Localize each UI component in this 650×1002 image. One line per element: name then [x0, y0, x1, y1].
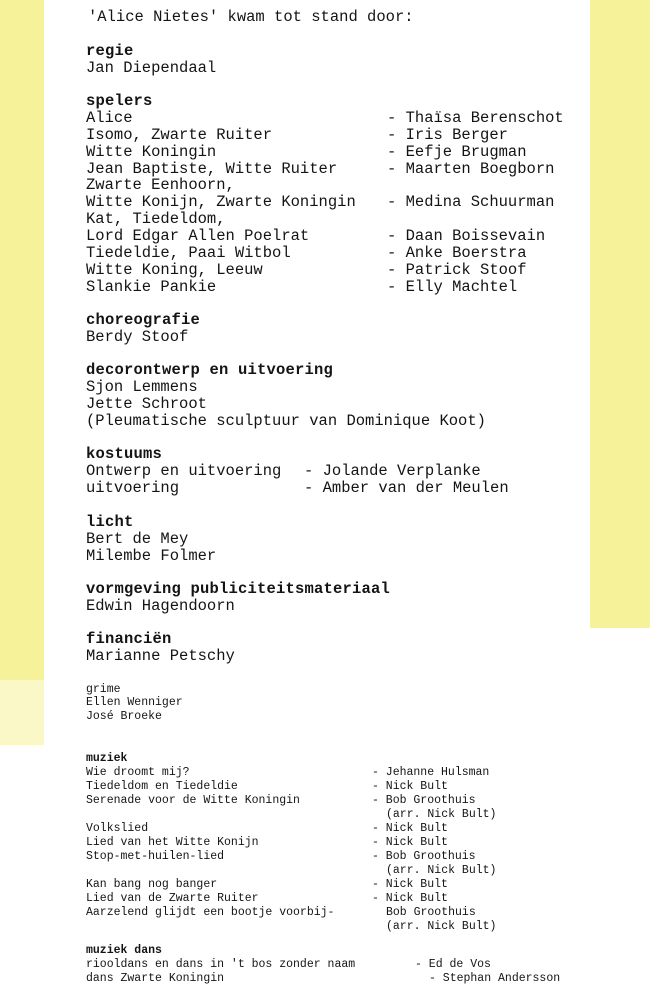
cast-role: Lord Edgar Allen Poelrat — [86, 227, 310, 245]
heading-spelers: spelers — [86, 92, 153, 110]
heading-kostuums: kostuums — [86, 445, 163, 463]
yellow-background-left — [0, 0, 44, 745]
name-line: Sjon Lemmens — [86, 378, 198, 396]
cast-actor: - Thaïsa Berenschot — [387, 109, 564, 127]
heading-choreografie: choreografie — [86, 311, 201, 329]
cast-actor: - Medina Schuurman — [387, 193, 555, 211]
cast-actor: - Patrick Stoof — [387, 261, 527, 279]
name-line: Bert de Mey — [86, 530, 189, 548]
page-title: 'Alice Nietes' kwam tot stand door: — [88, 8, 414, 26]
song-artist: - Nick Bult — [372, 836, 448, 849]
cast-role: Witte Koning, Leeuw — [86, 261, 263, 279]
song-artist: - Bob Groothuis — [372, 850, 476, 863]
heading-licht: licht — [86, 513, 134, 531]
dance-artist: - Stephan Andersson — [429, 972, 561, 985]
name-line: José Broeke — [86, 710, 162, 723]
song-artist: - Nick Bult — [372, 892, 448, 905]
name-line: Milembe Folmer — [86, 547, 217, 565]
cast-actor: - Iris Berger — [387, 126, 508, 144]
costume-person: - Amber van der Meulen — [304, 479, 509, 497]
heading-vormgeving: vormgeving publiciteitsmateriaal — [86, 580, 391, 598]
heading-decor: decorontwerp en uitvoering — [86, 361, 334, 379]
song-artist: (arr. Nick Bult) — [386, 920, 497, 933]
yellow-background-right — [590, 0, 650, 628]
song-title: Lied van de Zwarte Ruiter — [86, 892, 259, 905]
song-title: Wie droomt mij? — [86, 766, 190, 779]
heading-financien: financiën — [86, 630, 172, 648]
song-artist: - Jehanne Hulsman — [372, 766, 490, 779]
name-line: Jette Schroot — [86, 395, 207, 413]
cast-role: Witte Konijn, Zwarte Koningin — [86, 193, 356, 211]
costume-role: uitvoering — [86, 479, 180, 497]
dance-title: dans Zwarte Koningin — [86, 972, 225, 985]
name-line: Berdy Stoof — [86, 328, 189, 346]
song-title: Stop-met-huilen-lied — [86, 850, 225, 863]
cast-role: Zwarte Eenhoorn, — [86, 176, 235, 194]
song-artist: Bob Groothuis — [386, 906, 476, 919]
song-artist: (arr. Nick Bult) — [386, 864, 497, 877]
cast-role: Witte Koningin — [86, 143, 217, 161]
song-title: Aarzelend glijdt een bootje voorbij- — [86, 906, 335, 919]
dance-title: riooldans en dans in 't bos zonder naam — [86, 958, 356, 971]
yellow-background-left-lower — [0, 680, 44, 745]
song-artist: (arr. Nick Bult) — [386, 808, 497, 821]
song-artist: - Nick Bult — [372, 780, 448, 793]
heading-muziek-dans: muziek dans — [86, 944, 162, 957]
heading-regie: regie — [86, 42, 134, 60]
name-line: Marianne Petschy — [86, 647, 235, 665]
heading-grime: grime — [86, 683, 121, 696]
cast-role: Jean Baptiste, Witte Ruiter — [86, 160, 338, 178]
heading-muziek: muziek — [86, 752, 128, 765]
cast-actor: - Eefje Brugman — [387, 143, 527, 161]
song-title: Volkslied — [86, 822, 149, 835]
cast-actor: - Elly Machtel — [387, 278, 518, 296]
name-line: Ellen Wenniger — [86, 696, 183, 709]
song-title: Kan bang nog banger — [86, 878, 218, 891]
costume-role: Ontwerp en uitvoering — [86, 462, 282, 480]
cast-role: Slankie Pankie — [86, 278, 217, 296]
song-title: Lied van het Witte Konijn — [86, 836, 259, 849]
song-artist: - Nick Bult — [372, 878, 448, 891]
cast-actor: - Maarten Boegborn — [387, 160, 555, 178]
cast-actor: - Anke Boerstra — [387, 244, 527, 262]
cast-role: Alice — [86, 109, 133, 127]
cast-actor: - Daan Boissevain — [387, 227, 546, 245]
name-line: Edwin Hagendoorn — [86, 597, 235, 615]
song-title: Tiedeldom en Tiedeldie — [86, 780, 238, 793]
name-line: (Pleumatische sculptuur van Dominique Koot) — [86, 412, 486, 430]
song-artist: - Nick Bult — [372, 822, 448, 835]
song-artist: - Bob Groothuis — [372, 794, 476, 807]
dance-artist: - Ed de Vos — [415, 958, 491, 971]
song-title: Serenade voor de Witte Koningin — [86, 794, 300, 807]
cast-role: Isomo, Zwarte Ruiter — [86, 126, 273, 144]
name-line: Jan Diependaal — [86, 59, 217, 77]
cast-role: Tiedeldie, Paai Witbol — [86, 244, 291, 262]
cast-role: Kat, Tiedeldom, — [86, 210, 226, 228]
costume-person: - Jolande Verplanke — [304, 462, 481, 480]
